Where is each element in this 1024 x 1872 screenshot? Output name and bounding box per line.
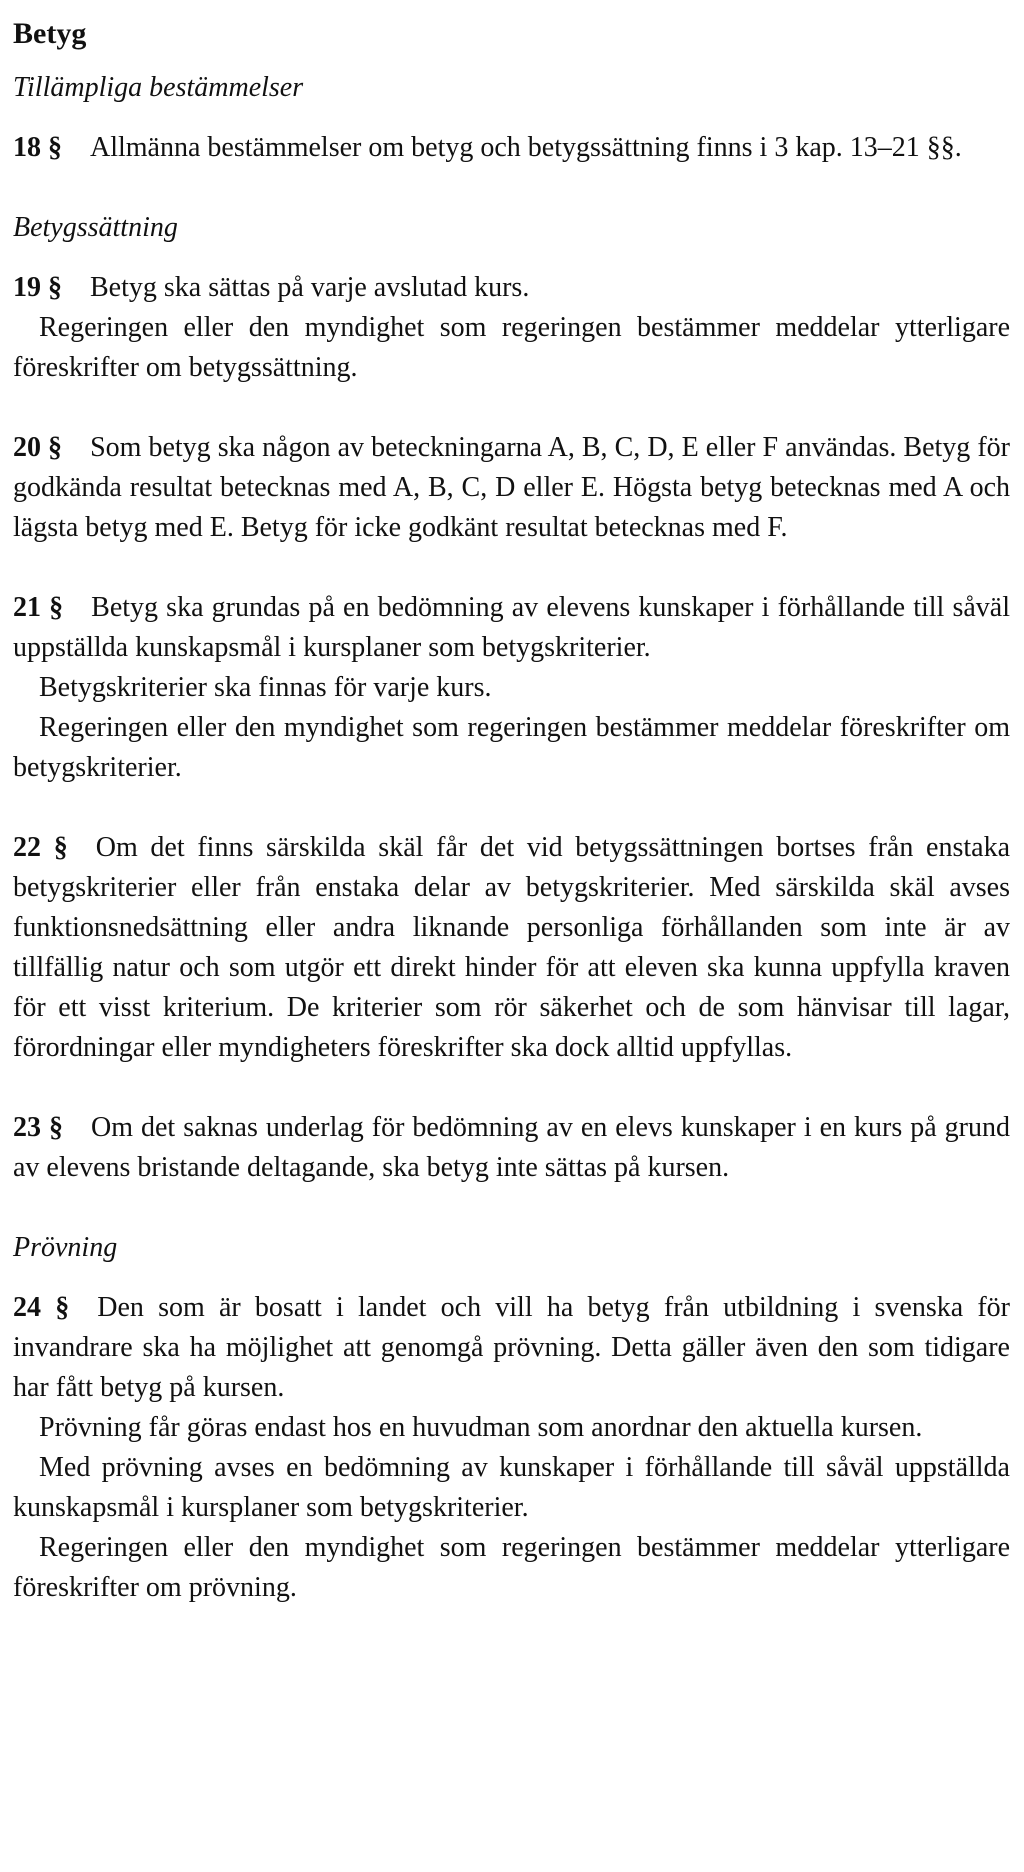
section-19 [13,268,1010,388]
section-number: 20 § [13,432,63,463]
section-paragraph: Regeringen eller den myndighet som regeringen bestämmer meddelar ytterligare föreskrifter om prövning. [13,1532,1010,1603]
section-text: Om det finns särskilda skäl får det vid betygssättningen bortses från enstaka betygskriterier eller från enstaka delar av betygskriterier. Med särskilda skäl avses funktionsnedsättning eller andra liknande personliga förhållanden som inte är av tillfällig natur och som utgör ett direkt hinder för att eleven ska kunna uppfylla kraven för ett visst kriterium. De kriterier som rör säkerhet och de som hänvisar till lagar, förordningar eller myndigheters föreskrifter ska dock alltid uppfyllas. [13,832,1010,1063]
subheading: Tillämpliga bestämmelser [13,72,304,103]
section-text: Betyg ska sättas på varje avslutad kurs. [90,272,530,303]
section-number: 21 § [13,592,64,623]
section-text: Allmänna bestämmelser om betyg och betygssättning finns i 3 kap. 13–21 §§. [90,132,962,163]
section-paragraph [13,1288,1010,1408]
section-paragraph [13,1108,1010,1188]
section-paragraph: Betygskriterier ska finnas för varje kurs. [39,672,492,703]
section-number: 19 § [13,272,62,303]
section-paragraph: Regeringen eller den myndighet som regeringen bestämmer meddelar föreskrifter om betygskriterier. [13,712,1010,783]
section-number: 24 § [13,1292,70,1323]
block-provning [13,1228,1010,1608]
section-paragraph: Med prövning avses en bedömning av kunskaper i förhållande till såväl uppställda kunskapsmål i kursplaner som betygskriterier. [13,1452,1010,1523]
subheading: Betygssättning [13,212,178,243]
section-23 [13,1108,1010,1188]
section-paragraph [13,588,1010,668]
block-betygssattning [13,208,1010,1188]
section-text: Betyg ska grundas på en bedömning av elevens kunskaper i förhållande till såväl uppställda kunskapsmål i kursplaner som betygskriterier. [13,592,1011,663]
section-number: 23 § [13,1112,63,1143]
section-text: Som betyg ska någon av beteckningarna A, B, C, D, E eller F användas. Betyg för godkända resultat betecknas med A, B, C, D eller E. Högsta betyg betecknas med A och lägsta betyg med E. Betyg för icke godkänt resultat betecknas med F. [13,432,1011,543]
section-21 [13,588,1010,788]
section-text: Den som är bosatt i landet och vill ha betyg från utbildning i svenska för invandrare ska ha möjlighet att genomgå prövning. Detta gäller även den som tidigare har fått betyg på kursen. [13,1292,1011,1403]
section-paragraph: Prövning får göras endast hos en huvudman som anordnar den aktuella kursen. [39,1412,923,1443]
section-number: 22 § [13,832,68,863]
section-number: 18 § [13,132,62,163]
section-paragraph [13,128,1010,168]
section-text: Om det saknas underlag för bedömning av en elevs kunskaper i en kurs på grund av elevens bristande deltagande, ska betyg inte sättas på kursen. [13,1112,1011,1183]
document-heading: Betyg [13,17,87,50]
section-paragraph [13,828,1010,1068]
block-tillampliga-bestammelser [13,68,1010,168]
section-paragraph [13,268,1010,308]
section-24 [13,1288,1010,1608]
section-18 [13,128,1010,168]
section-20 [13,428,1010,548]
section-paragraph [13,428,1010,548]
subheading: Prövning [13,1232,118,1263]
section-paragraph: Regeringen eller den myndighet som regeringen bestämmer meddelar ytterligare föreskrifter om betygssättning. [13,312,1010,383]
section-22 [13,828,1010,1068]
